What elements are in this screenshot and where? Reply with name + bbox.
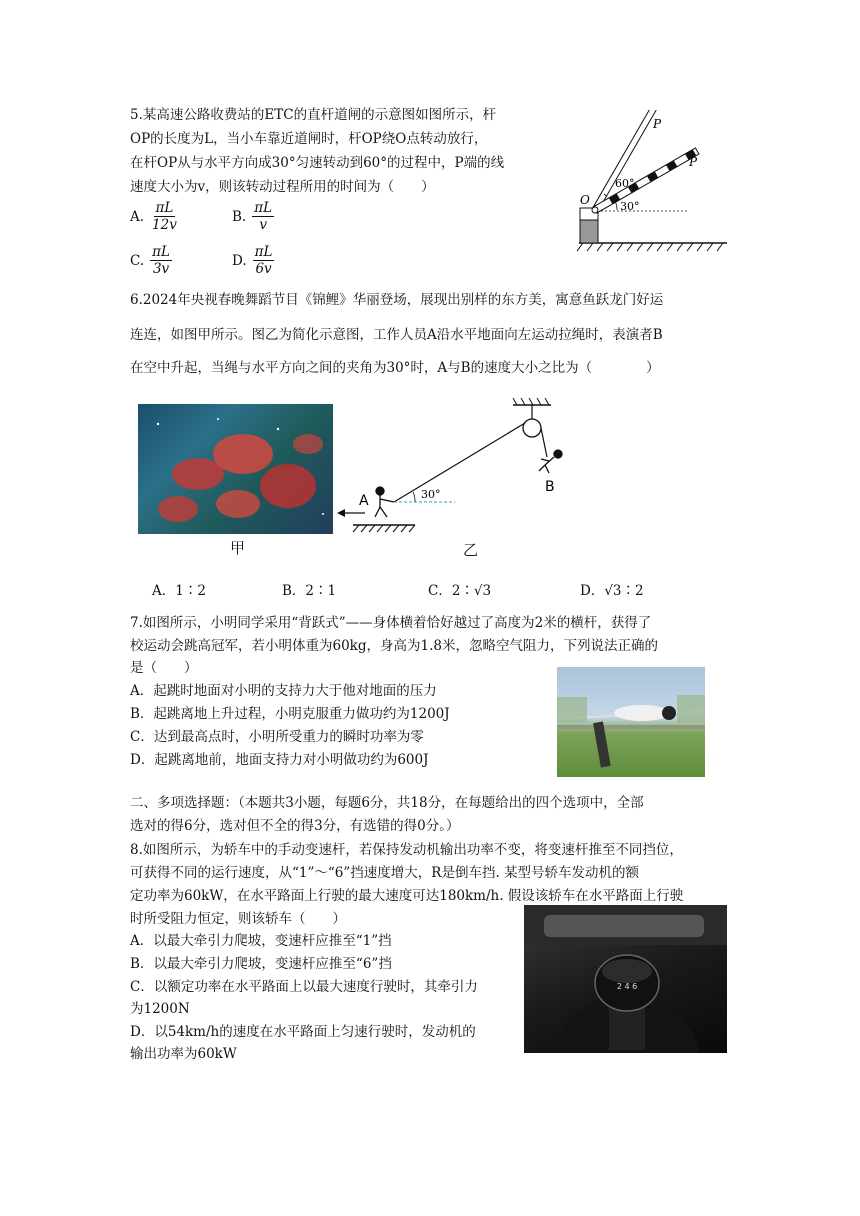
caption-jia: 甲 <box>230 539 246 557</box>
angle-30-label: 30° <box>620 200 640 213</box>
q8-option-a[interactable]: A．以最大牵引力爬坡，变速杆应推至“1”挡 <box>130 933 392 949</box>
q5-option-d[interactable]: D. $\frac{\pi L}{6v}$ <box>232 244 273 277</box>
q7-option-c[interactable]: C．达到最高点时，小明所受重力的瞬时功率为零 <box>130 729 424 745</box>
q7-line-1: 7.如图所示，小明同学采用“背跃式”——身体横着恰好越过了高度为2米的横杆，获得了 <box>130 615 652 631</box>
q8-option-d-cont: 输出功率为60kW <box>130 1046 237 1062</box>
high-jump-photo <box>557 667 705 777</box>
q5-line-4: 速度大小为v，则该转动过程所用的时间为（ ） <box>130 179 435 195</box>
label-p-side: P <box>689 155 698 169</box>
pulley-diagram <box>335 395 590 535</box>
q6-line-3: 在空中升起，当绳与水平方向之间的夹角为30°时，A与B的速度大小之比为（ ） <box>130 360 660 376</box>
q7-line-2: 校运动会跳高冠军，若小明体重为60kg，身高为1.8米，忽略空气阻力，下列说法正确的 <box>130 638 658 654</box>
q6-option-c[interactable]: C．2∶√3 <box>428 583 492 599</box>
q5-option-c[interactable]: C. $\frac{\pi L}{3v}$ <box>130 244 170 277</box>
section2-line-1: 二、多项选择题：（本题共3小题，每题6分，共18分，在每题给出的四个选项中，全部 <box>130 795 644 811</box>
angle-60-label: 60° <box>615 177 635 190</box>
worker-a-figure <box>375 487 394 517</box>
label-a: A <box>359 493 369 509</box>
q8-option-d[interactable]: D．以54km/h的速度在水平路面上匀速行驶时，发动机的 <box>130 1024 476 1040</box>
q8-option-b[interactable]: B．以最大牵引力爬坡，变速杆应推至“6”挡 <box>130 956 392 972</box>
rope-slanted <box>394 423 525 502</box>
koi-dance-photo <box>138 404 333 534</box>
performer-b-figure <box>539 450 562 473</box>
q8-line-2: 可获得不同的运行速度，从“1”～“6”挡速度增大，R是倒车挡. 某型号轿车发动机的额 <box>130 865 640 881</box>
q5-option-b[interactable]: B. $\frac{\pi L}{v}$ <box>232 200 273 233</box>
q6-option-a[interactable]: A．1∶2 <box>152 583 206 599</box>
q5-line-3: 在杆OP从与水平方向成30°匀速转动到60°的过程中，P端的线 <box>130 155 505 171</box>
q6-option-d[interactable]: D．√3∶2 <box>580 583 644 599</box>
q8-line-1: 8.如图所示，为轿车中的手动变速杆，若保持发动机输出功率不变，将变速杆推至不同挡位， <box>130 842 683 858</box>
q7-line-3: 是（ ） <box>130 660 198 676</box>
q5-option-a[interactable]: A. $\frac{\pi L}{12v}$ <box>130 200 177 233</box>
pulley <box>523 419 541 437</box>
label-o: O <box>580 193 590 207</box>
caption-yi: 乙 <box>463 541 479 559</box>
ground-hatch <box>577 243 723 251</box>
q8-line-3: 定功率为60kW，在水平路面上行驶的最大速度可达180km/h. 假设该轿车在水平路面上行驶 <box>130 888 684 904</box>
q7-option-a[interactable]: A．起跳时地面对小明的支持力大于他对地面的压力 <box>130 683 437 699</box>
q8-line-4: 时所受阻力恒定，则该轿车（ ） <box>130 911 346 927</box>
q8-option-c[interactable]: C．以额定功率在水平路面上以最大速度行驶时，其牵引力 <box>130 979 478 995</box>
label-b: B <box>545 479 555 495</box>
pivot-o <box>592 207 598 213</box>
label-p-top: P <box>653 117 662 131</box>
q7-option-d[interactable]: D．起跳离地前，地面支持力对小明做功约为600J <box>130 752 429 768</box>
q7-option-b[interactable]: B．起跳离地上升过程，小明克服重力做功约为1200J <box>130 706 450 722</box>
etc-gate-diagram <box>565 110 735 255</box>
gear-knob-text: 2 4 6 <box>616 982 638 991</box>
q8-option-c-cont: 为1200N <box>130 1001 190 1017</box>
q5-line-1: 5.某高速公路收费站的ETC的直杆道闸的示意图如图所示，杆 <box>130 107 497 123</box>
gear-shift-photo <box>524 905 727 1053</box>
angle-30-label-q6: 30° <box>421 488 441 501</box>
q6-line-2: 连连，如图甲所示。图乙为简化示意图，工作人员A沿水平地面向左运动拉绳时，表演者B <box>130 327 663 343</box>
q6-line-1: 6.2024年央视春晚舞蹈节目《锦鲤》华丽登场，展现出别样的东方美，寓意鱼跃龙门好运 <box>130 292 664 308</box>
section2-line-2: 选对的得6分，选对但不全的得3分，有选错的得0分。） <box>130 818 460 834</box>
q6-option-b[interactable]: B．2∶1 <box>282 583 337 599</box>
rope-vertical <box>541 428 547 457</box>
q5-line-2: OP的长度为L，当小车靠近道闸时，杆OP绕O点转动放行， <box>130 131 488 147</box>
